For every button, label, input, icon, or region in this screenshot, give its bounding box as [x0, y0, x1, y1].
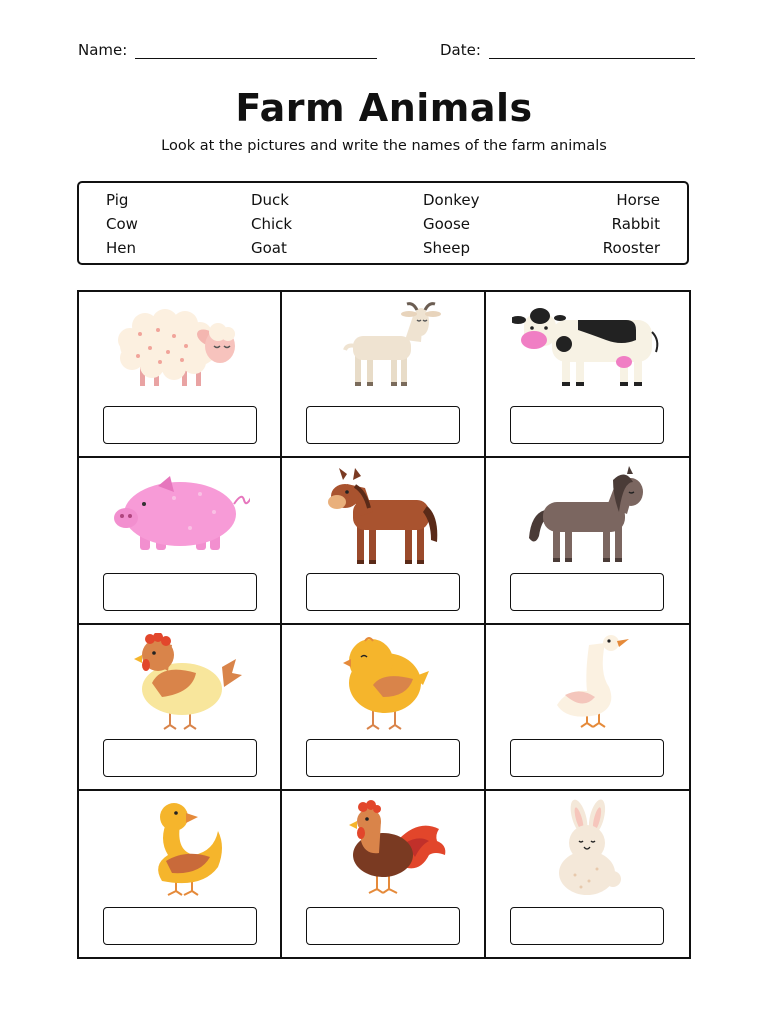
- word-bank-item: Duck: [251, 191, 289, 209]
- answer-box[interactable]: [510, 739, 664, 777]
- picture-card-rabbit: [486, 791, 689, 957]
- picture-card-goose: [486, 625, 689, 791]
- cow-icon: [512, 300, 662, 396]
- answer-box[interactable]: [510, 573, 664, 611]
- picture-card-goat: [282, 292, 485, 458]
- picture-card-duck: [79, 791, 282, 957]
- word-bank-item: Hen: [106, 239, 137, 257]
- word-bank: [77, 181, 689, 265]
- answer-box[interactable]: [306, 573, 460, 611]
- word-bank-item: Goose: [423, 215, 471, 233]
- answer-box[interactable]: [510, 907, 664, 945]
- answer-box[interactable]: [103, 739, 257, 777]
- answer-box[interactable]: [103, 573, 257, 611]
- instructions: Look at the pictures and write the names of the farm animals: [161, 138, 607, 154]
- duck-icon: [110, 799, 250, 903]
- donkey-icon: [313, 466, 453, 572]
- name-label: Name:: [78, 41, 128, 59]
- answer-box[interactable]: [306, 907, 460, 945]
- word-bank-item: Pig: [106, 191, 129, 209]
- answer-box[interactable]: [103, 907, 257, 945]
- picture-card-horse: [486, 458, 689, 624]
- answer-box[interactable]: [306, 739, 460, 777]
- word-bank-item: Rooster: [602, 239, 660, 257]
- word-bank-column: [603, 188, 660, 260]
- word-bank-item: Chick: [251, 215, 293, 233]
- picture-grid: [77, 290, 691, 959]
- word-bank-item: Sheep: [423, 239, 471, 257]
- word-bank-column: [106, 188, 138, 260]
- word-bank-item: Rabbit: [611, 215, 660, 233]
- word-bank-item: Donkey: [423, 191, 480, 209]
- word-bank-item: Cow: [106, 215, 138, 233]
- answer-box[interactable]: [306, 406, 460, 444]
- picture-card-pig: [79, 458, 282, 624]
- goat-icon: [313, 300, 453, 396]
- word-bank-column: [423, 188, 480, 260]
- name-line[interactable]: [135, 40, 377, 59]
- answer-box[interactable]: [103, 406, 257, 444]
- word-bank-item: Horse: [616, 191, 660, 209]
- rabbit-icon: [517, 799, 657, 903]
- chick-icon: [313, 633, 453, 733]
- date-line[interactable]: [489, 40, 695, 59]
- picture-card-hen: [79, 625, 282, 791]
- pig-icon: [110, 466, 250, 562]
- date-field[interactable]: [440, 40, 695, 59]
- answer-box[interactable]: [510, 406, 664, 444]
- page-title: Farm Animals: [235, 86, 533, 130]
- goose-icon: [517, 633, 657, 733]
- picture-card-rooster: [282, 791, 485, 957]
- hen-icon: [110, 633, 250, 733]
- rooster-icon: [313, 799, 453, 903]
- picture-card-cow: [486, 292, 689, 458]
- word-bank-column: [251, 188, 292, 260]
- picture-card-donkey: [282, 458, 485, 624]
- picture-card-chick: [282, 625, 485, 791]
- name-field[interactable]: [78, 40, 377, 59]
- horse-icon: [517, 466, 657, 572]
- word-bank-item: Goat: [251, 239, 287, 257]
- picture-card-sheep: [79, 292, 282, 458]
- sheep-icon: [110, 300, 250, 396]
- date-label: Date:: [440, 41, 481, 59]
